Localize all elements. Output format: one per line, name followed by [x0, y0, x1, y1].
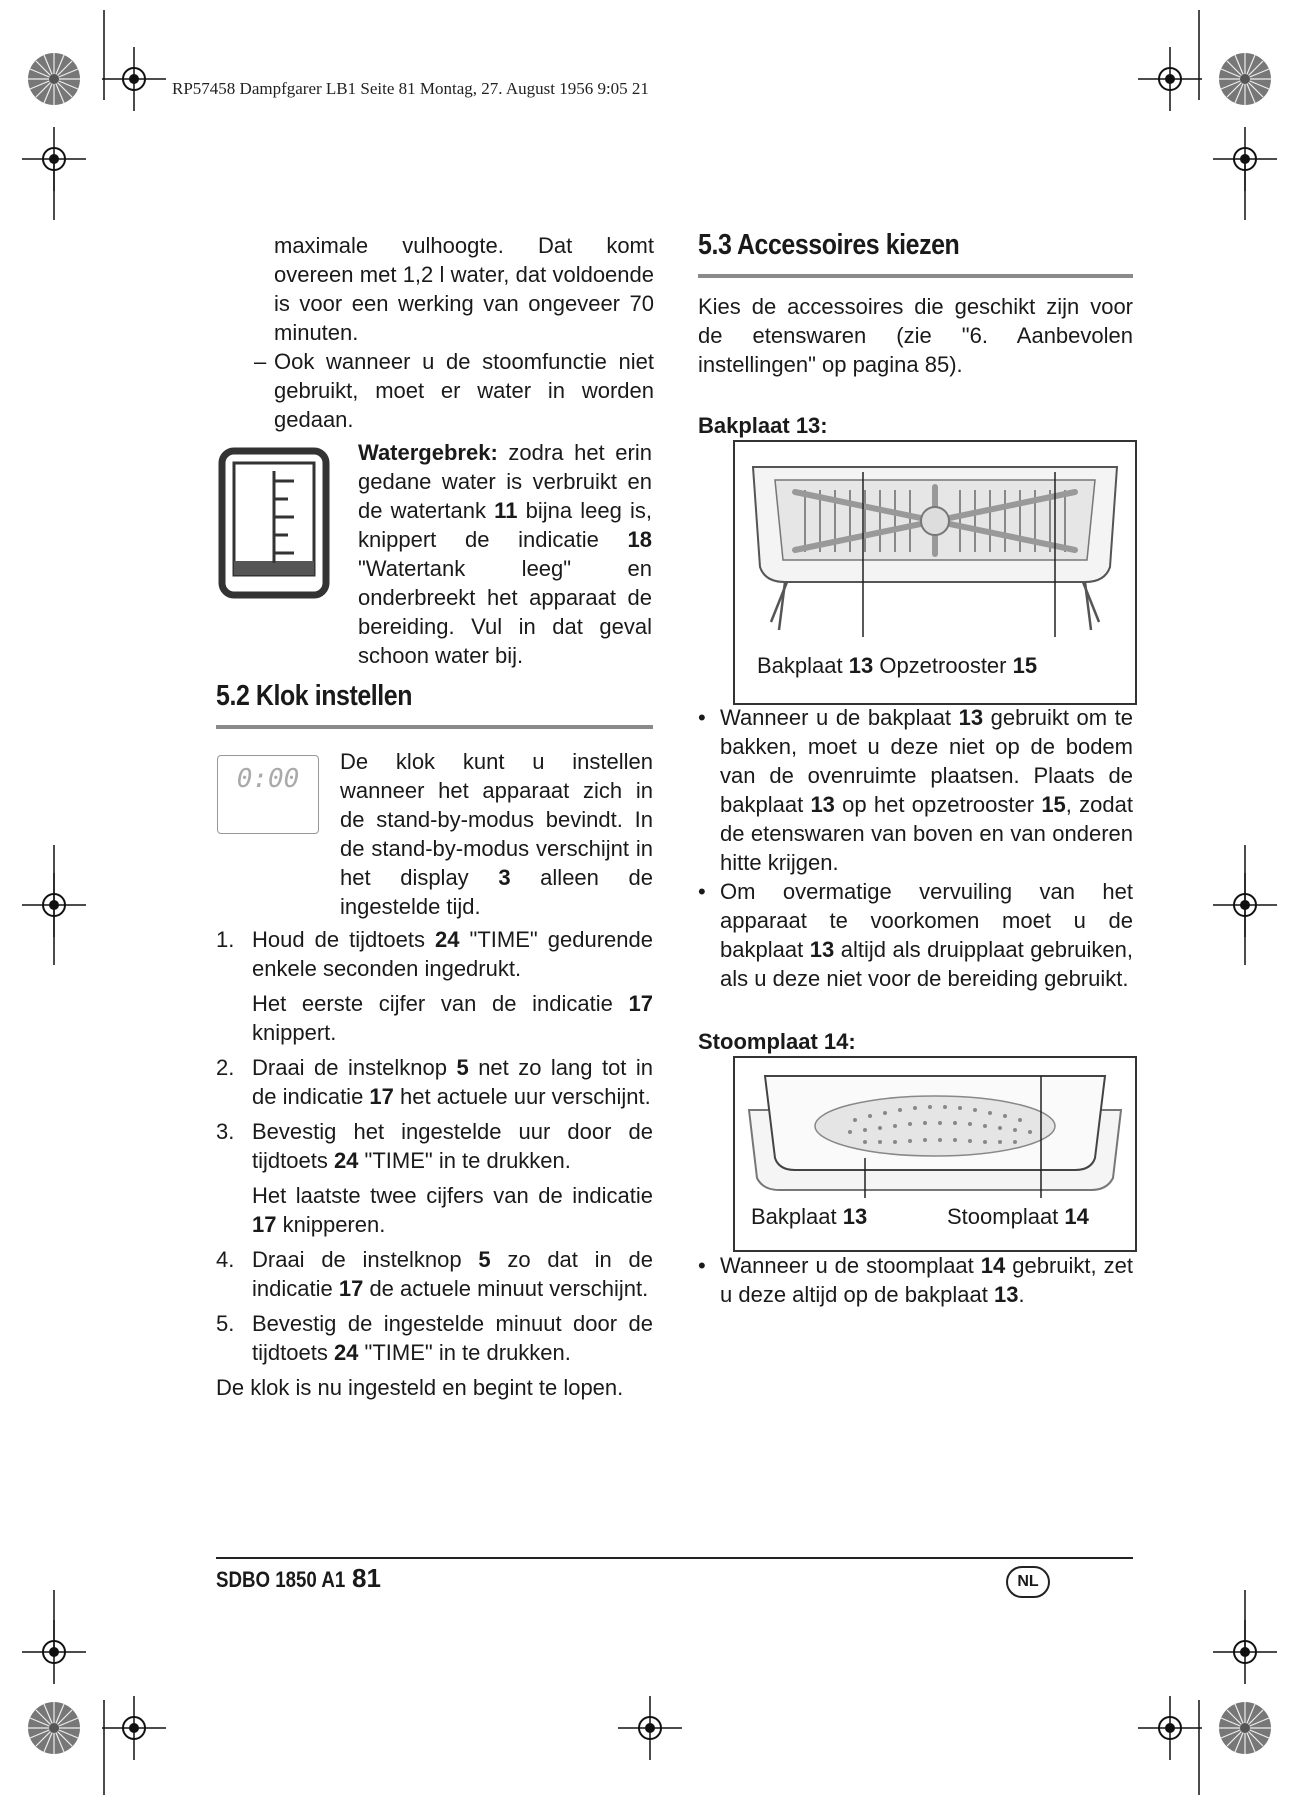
step-text-part: de actuele minuut verschijnt. — [363, 1276, 649, 1301]
accessoires-intro: Kies de accessoires die geschikt zijn voor de etenswaren (zie "6. Aanbevolen instellingen" op pagina 85). — [698, 294, 1133, 377]
bullet-text-part: Om overmatige vervuiling van het apparaat te voorkomen moet u de bakplaat — [720, 879, 1133, 962]
clock-intro-text: De klok kunt u instellen wanneer het apparaat zich in de stand-by-modus bevindt. In de stand-by-modus verschijnt in het display — [340, 749, 653, 890]
step-5 — [216, 1309, 653, 1367]
ref-opzetrooster: 15 — [1012, 653, 1038, 678]
step-text — [252, 1117, 653, 1175]
ref-time-button: 24 — [435, 927, 460, 952]
bullet-text — [720, 877, 1133, 993]
ref-indicator: 17 — [252, 1212, 277, 1237]
footer-page-number: 81 — [352, 1563, 381, 1593]
water-note-text: bijna leeg is, knippert de indicatie — [358, 498, 652, 552]
stoomplaat-caption-left — [751, 1204, 867, 1230]
bullet-text — [720, 703, 1133, 877]
bullet-dot: • — [698, 705, 706, 730]
ref-indicator: 18 — [627, 527, 652, 552]
bullet-dot: • — [698, 1253, 706, 1278]
water-tank-icon — [218, 447, 330, 599]
steam-tray-illustration — [735, 1058, 1135, 1198]
ref-time-button: 24 — [333, 1148, 359, 1173]
caption-text: Bakplaat — [751, 1204, 843, 1229]
water-shortage-title: Watergebrek: — [358, 440, 498, 465]
water-shortage-note — [358, 438, 652, 670]
dash-list-item — [254, 347, 654, 434]
step-text-part: zo dat in de indicatie — [252, 1247, 653, 1301]
ref-bakplaat: 13 — [809, 937, 835, 962]
step-text-part: "TIME" in te drukken. — [358, 1148, 571, 1173]
step-text-part: Draai de instelknop — [252, 1247, 479, 1272]
section-rule — [698, 274, 1133, 278]
bullet-text — [720, 1251, 1133, 1309]
caption-text: Opzetrooster — [873, 653, 1013, 678]
ref-bakplaat: 13 — [993, 1282, 1019, 1307]
bullet-dot: • — [698, 879, 706, 904]
step-number: 4. — [216, 1247, 235, 1272]
language-badge: NL — [1006, 1566, 1050, 1598]
step-text-part: net zo lang tot in de indicatie — [252, 1055, 653, 1109]
stoomplaat-bullet-1 — [698, 1251, 1133, 1309]
ref-indicator: 17 — [628, 991, 653, 1016]
footer-left — [216, 1563, 381, 1594]
ref-watertank: 11 — [494, 498, 518, 523]
bullet-text-part: gebruikt om te bakken, moet u deze niet op de bodem van de ovenruimte plaatsen. Plaats de bakplaat — [720, 705, 1133, 817]
step-4 — [216, 1245, 653, 1303]
bullet-text-part: gebruikt, zet u deze altijd op de bakplaat — [720, 1253, 1133, 1307]
ref-bakplaat: 13 — [810, 792, 835, 817]
dash-item-text: Ook wanneer u de stoomfunctie niet gebruikt, moet er water in worden gedaan. — [274, 349, 654, 432]
step-text-part: het actuele uur verschijnt. — [393, 1084, 651, 1109]
step-2 — [216, 1053, 653, 1111]
bakplaat-caption-left — [757, 653, 1037, 679]
ref-knob: 5 — [456, 1055, 469, 1080]
bakplaat-bullets — [698, 703, 1133, 993]
ref-indicator: 17 — [338, 1276, 364, 1301]
caption-text: Stoomplaat — [947, 1204, 1065, 1229]
step-text-part: "TIME" in te drukken. — [358, 1340, 571, 1365]
ref-indicator: 17 — [369, 1084, 394, 1109]
step-text — [252, 1309, 653, 1367]
caption-text: Bakplaat — [757, 653, 849, 678]
clock-display-icon — [217, 755, 319, 834]
clock-intro-paragraph — [340, 747, 653, 921]
bullet-text-part: Wanneer u de bakplaat — [720, 705, 959, 730]
ref-bakplaat: 13 — [842, 1204, 868, 1229]
clock-closing-sentence: De klok is nu ingesteld en begint te lopen. — [216, 1375, 624, 1400]
bakplaat-bullet-2 — [698, 877, 1133, 993]
step-number: 1. — [216, 927, 235, 952]
ref-bakplaat: 13 — [958, 705, 984, 730]
bakplaat-heading: Bakplaat 13: — [698, 413, 828, 438]
ref-opzetrooster: 15 — [1041, 792, 1066, 817]
ref-display: 3 — [498, 865, 511, 890]
step-3-result — [216, 1181, 653, 1239]
clock-steps-list — [216, 925, 653, 1402]
stoomplaat-figure — [733, 1056, 1137, 1252]
ref-knob: 5 — [478, 1247, 491, 1272]
step-result-text: knipperen. — [276, 1212, 386, 1237]
footer-rule — [216, 1557, 1133, 1559]
bullet-text-part: altijd als druipplaat gebruiken, als u deze niet voor de bereiding gebruikt. — [720, 937, 1133, 991]
capacity-paragraph: maximale vulhoogte. Dat komt overeen met 1,2 l water, dat voldoende is voor een werking van ongeveer 70 minuten. — [274, 233, 654, 345]
display-readout: 0:00 — [236, 764, 300, 794]
footer-model: SDBO 1850 A1 — [216, 1567, 346, 1592]
stoomplaat-heading: Stoomplaat 14: — [698, 1029, 856, 1054]
step-text-part: Houd de tijdtoets — [252, 927, 436, 952]
step-text — [252, 1245, 653, 1303]
stoomplaat-caption-right — [947, 1204, 1089, 1230]
step-1-result — [216, 989, 653, 1047]
water-note-text: zodra het erin gedane water is verbruikt en de watertank — [358, 440, 652, 523]
step-result-text: knippert. — [252, 1020, 337, 1045]
section-heading-accessoires: 5.3 Accessoires kiezen — [698, 229, 960, 261]
intro-paragraph-block — [254, 231, 654, 434]
step-text-part: "TIME" gedurende enkele seconden ingedrukt. — [252, 927, 653, 981]
ref-bakplaat: 13 — [848, 653, 874, 678]
step-result-text: Het eerste cijfer van de indicatie — [252, 991, 629, 1016]
step-text-part: Bevestig het ingestelde uur door de tijdtoets — [252, 1119, 653, 1173]
dash-marker: – — [254, 349, 267, 374]
step-number: 3. — [216, 1119, 235, 1144]
ref-time-button: 24 — [333, 1340, 359, 1365]
section-heading-klok: 5.2 Klok instellen — [216, 680, 413, 712]
bullet-text-part: op het opzetrooster — [834, 792, 1042, 817]
section-rule — [216, 725, 653, 729]
baking-tray-illustration — [735, 442, 1135, 637]
clock-intro-text: alleen de ingestelde tijd. — [340, 865, 653, 919]
step-result-text: Het laatste twee cijfers van de indicatie — [252, 1183, 653, 1208]
step-text-part: Draai de instelknop — [252, 1055, 457, 1080]
bullet-text-part: , zodat de etenswaren van boven en van onderen hitte krijgen. — [720, 792, 1133, 875]
step-3 — [216, 1117, 653, 1175]
step-number: 5. — [216, 1311, 235, 1336]
bullet-text-part: . — [1018, 1282, 1025, 1307]
water-note-text: "Watertank leeg" en onderbreekt het apparaat de bereiding. Vul in dat geval schoon water bij. — [358, 556, 652, 668]
stoomplaat-bullets — [698, 1251, 1133, 1309]
bullet-text-part: Wanneer u de stoomplaat — [720, 1253, 981, 1278]
step-text — [252, 1053, 653, 1111]
step-text-part: Bevestig de ingestelde minuut door de tijdtoets — [252, 1311, 653, 1365]
bakplaat-bullet-1 — [698, 703, 1133, 877]
step-1 — [216, 925, 653, 983]
print-slug-line: RP57458 Dampfgarer LB1 Seite 81 Montag, 27. August 1956 9:05 21 — [172, 79, 649, 98]
step-text — [252, 925, 653, 983]
ref-stoomplaat: 14 — [980, 1253, 1006, 1278]
ref-stoomplaat: 14 — [1064, 1204, 1089, 1229]
step-number: 2. — [216, 1055, 235, 1080]
bakplaat-figure — [733, 440, 1137, 705]
